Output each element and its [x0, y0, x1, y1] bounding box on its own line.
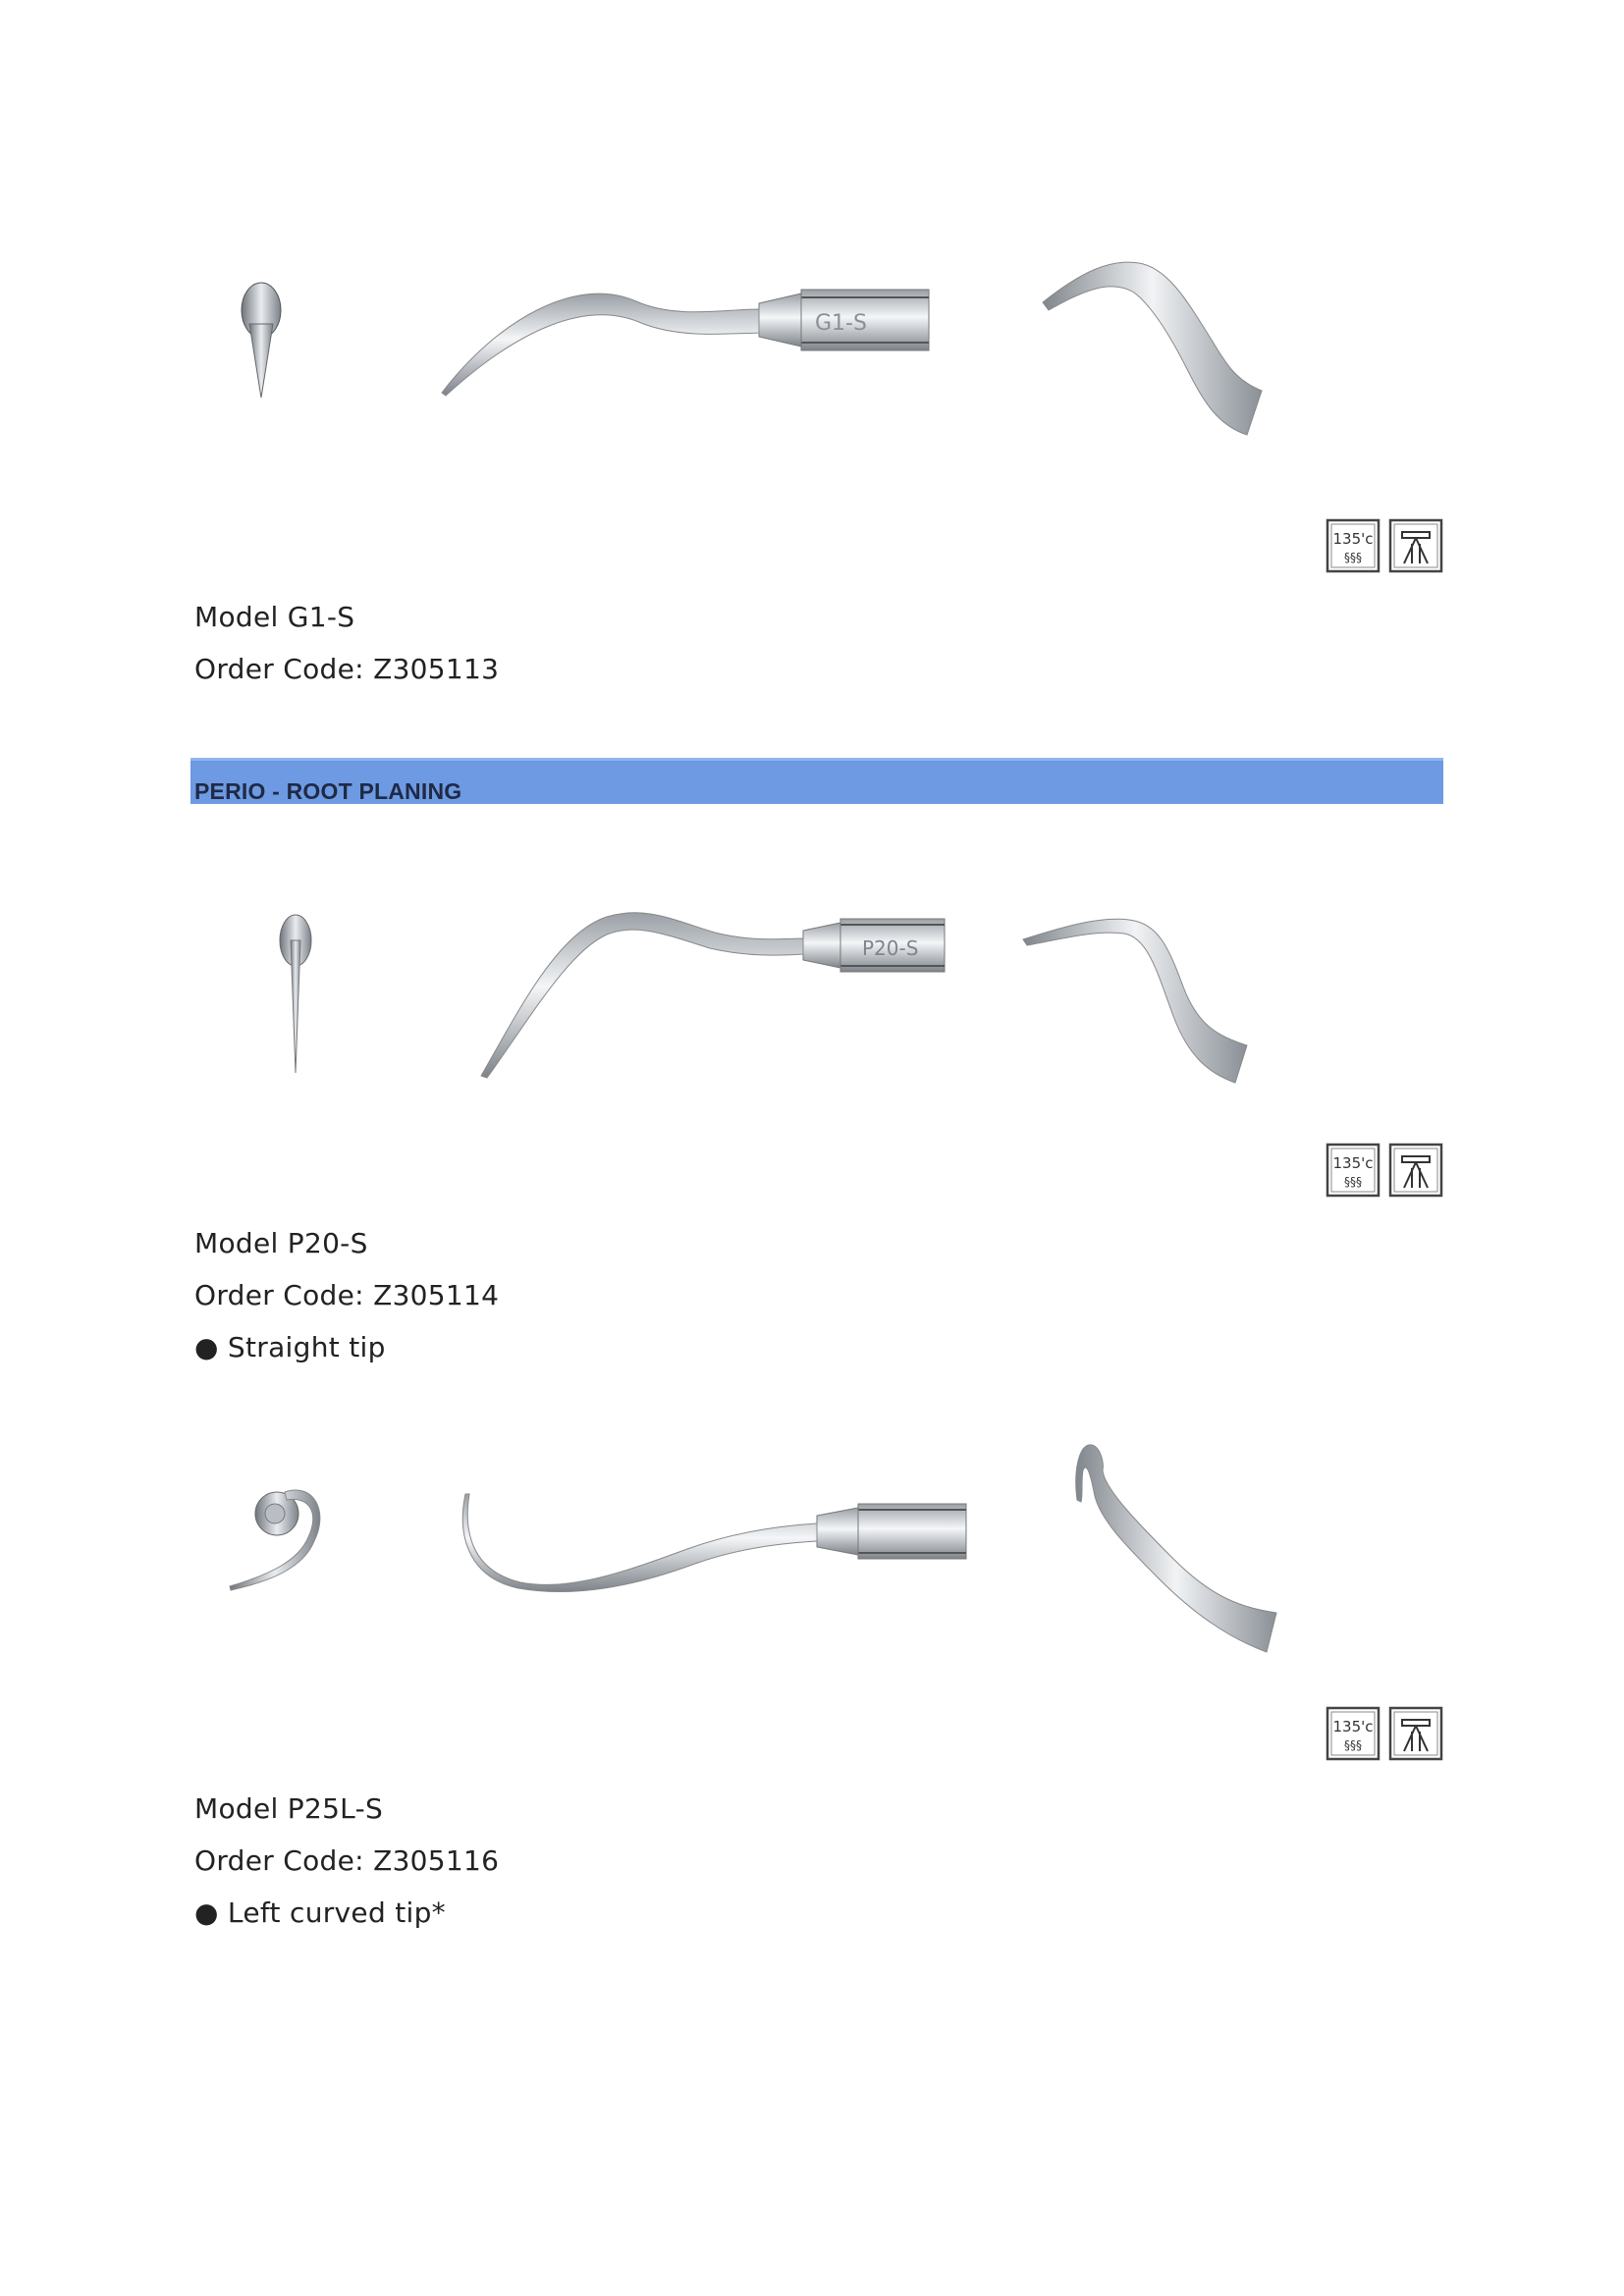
model-p20s-label: Model P20-S: [194, 1227, 368, 1259]
tip-p20s-angle-view: [1021, 908, 1276, 1085]
svg-text:135'c: 135'c: [1332, 1718, 1374, 1735]
autoclave-135c-icon: [1326, 518, 1380, 573]
autoclave-135c-icon: [1326, 1143, 1380, 1198]
model-p25ls-label: Model P25L-S: [194, 1792, 384, 1825]
tip-g1s-side-view: [440, 280, 941, 398]
thermodisinfector-icon: [1388, 1706, 1443, 1761]
order-code-g1s: Order Code: Z305113: [194, 653, 500, 685]
svg-text:135'c: 135'c: [1332, 1154, 1374, 1172]
order-code-p20s: Order Code: Z305114: [194, 1279, 500, 1311]
tip-p25ls-front-view: [226, 1472, 334, 1595]
model-g1s-label: Model G1-S: [194, 601, 355, 633]
tip-g1s-front-view: [232, 275, 291, 402]
tip-p20s-engraving: P20-S: [862, 936, 919, 960]
thermodisinfector-icon: [1388, 518, 1443, 573]
tip-p25ls-side-view: [461, 1492, 972, 1600]
tip-p20s-front-view: [271, 901, 320, 1078]
section-header-perio: [190, 758, 1443, 804]
tip-g1s-engraving: G1-S: [815, 311, 867, 336]
svg-text:§§§: §§§: [1344, 1738, 1362, 1752]
tip-p20s-side-view: [479, 903, 960, 1080]
order-code-p25ls: Order Code: Z305116: [194, 1844, 500, 1877]
thermodisinfector-icon: [1388, 1143, 1443, 1198]
svg-text:§§§: §§§: [1344, 1175, 1362, 1189]
svg-text:135'c: 135'c: [1332, 530, 1374, 548]
svg-text:§§§: §§§: [1344, 551, 1362, 564]
autoclave-135c-icon: [1326, 1706, 1380, 1761]
tip-g1s-angle-view: [1041, 253, 1276, 440]
section-title: PERIO - ROOT PLANING: [194, 778, 462, 804]
feature-bullet-p25ls: ● Left curved tip*: [194, 1896, 446, 1929]
tip-p25ls-angle-view: [1065, 1441, 1301, 1657]
feature-bullet-p20s: ● Straight tip: [194, 1331, 386, 1363]
